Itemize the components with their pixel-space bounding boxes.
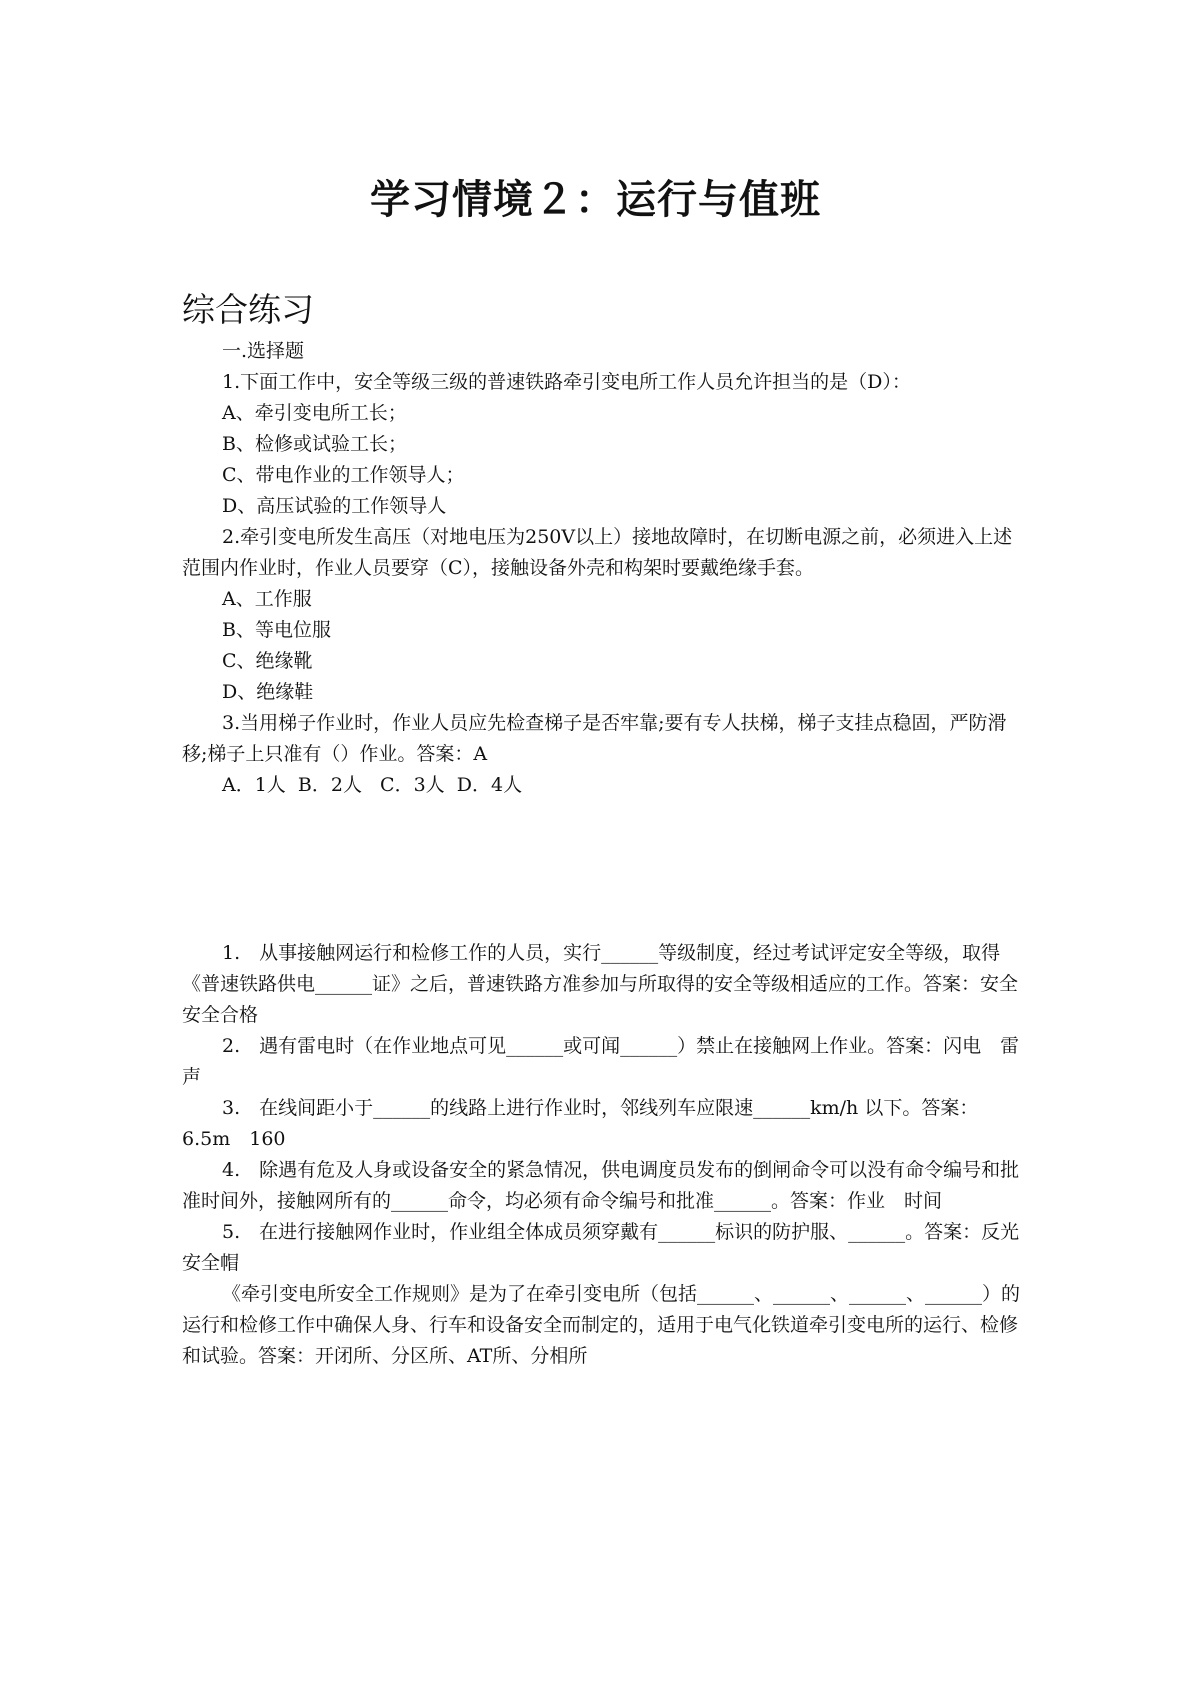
question-1-option-a: A、牵引变电所工长； — [222, 402, 407, 424]
fill-item-2: 2. 遇有雷电时（在作业地点可见______或可闻______）禁止在接触网上作业。答案：闪电 雷声 — [182, 1035, 1020, 1088]
choice-section — [182, 336, 1020, 801]
question-2-option-c: C、绝缘靴 — [222, 650, 313, 672]
fill-item-3: 3. 在线间距小于______的线路上进行作业时，邻线列车应限速______km/h 以下。答案：6.5m 160 — [182, 1097, 979, 1150]
fill-item-5: 5. 在进行接触网作业时，作业组全体成员须穿戴有______标识的防护服、______。答案：反光 安全帽 — [182, 1221, 1039, 1274]
question-3-options: A．1人 B．2人 C．3人 D．4人 — [222, 774, 523, 796]
question-2: 2.牵引变电所发生高压（对地电压为250V以上）接地故障时，在切断电源之前，必须进入上述范围内作业时，作业人员要穿（C），接触设备外壳和构架时要戴绝缘手套。 — [182, 526, 1013, 579]
question-3: 3.当用梯子作业时，作业人员应先检查梯子是否牢靠;要有专人扶梯，梯子支挂点稳固，严防滑移;梯子上只准有（）作业。答案：A — [182, 712, 1007, 765]
choice-heading: 一.选择题 — [222, 340, 305, 362]
question-2-option-d: D、绝缘鞋 — [222, 681, 314, 703]
fill-item-4: 4. 除遇有危及人身或设备安全的紧急情况，供电调度员发布的倒闸命令可以没有命令编号和批准时间外，接触网所有的______命令，均必须有命令编号和批准______。答案：作业 时间 — [182, 1159, 1020, 1212]
fill-item-6: 《牵引变电所安全工作规则》是为了在牵引变电所（包括______、______、______、______）的运行和检修工作中确保人身、行车和设备安全而制定的，适用于电气化铁道牵引变电所的运行、检修和试验。答案：开闭所、分区所、AT所、分相所 — [182, 1283, 1021, 1367]
page-title: 学习情境２：运行与值班 — [370, 177, 821, 223]
question-1: 1.下面工作中，安全等级三级的普速铁路牵引变电所工作人员允许担当的是（D）： — [222, 371, 911, 393]
fill-item-1: 1. 从事接触网运行和检修工作的人员，实行______等级制度，经过考试评定安全等级，取得《普速铁路供电______证》之后，普速铁路方准参加与所取得的安全等级相适应的工作。答案：安全 安全合格 — [182, 942, 1044, 1026]
section-heading: 综合练习 — [182, 290, 314, 329]
question-1-option-d: D、高压试验的工作领导人 — [222, 495, 447, 517]
question-1-option-b: B、检修或试验工长； — [222, 433, 407, 455]
question-2-option-b: B、等电位服 — [222, 619, 331, 641]
fill-section — [182, 938, 1044, 1372]
question-2-option-a: A、工作服 — [222, 588, 312, 610]
question-1-option-c: C、带电作业的工作领导人； — [222, 464, 465, 486]
